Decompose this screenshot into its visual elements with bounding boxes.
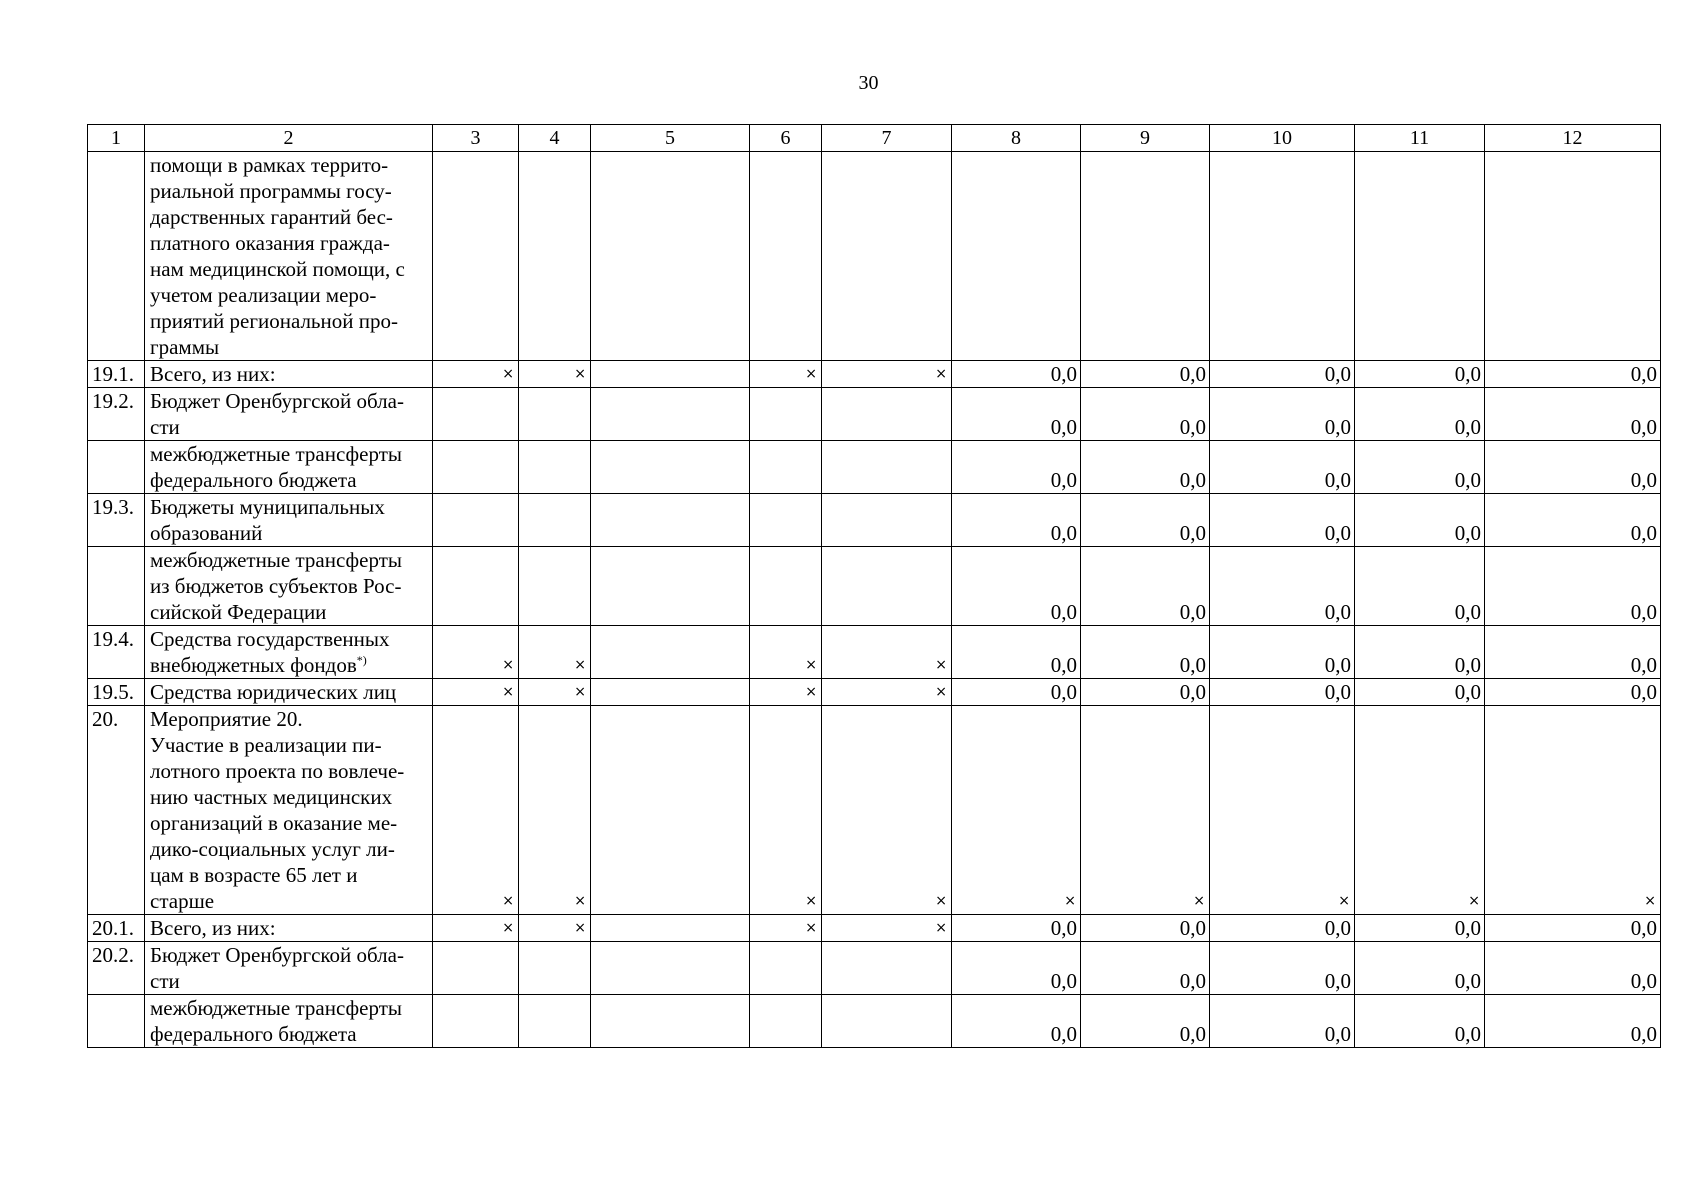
value-cell — [591, 152, 750, 361]
value-cell — [822, 995, 952, 1048]
not-applicable-mark: × — [1355, 706, 1485, 915]
row-description-cell — [145, 361, 433, 388]
row-description-cell — [145, 152, 433, 361]
not-applicable-mark: × — [519, 626, 591, 679]
page-number: 30 — [858, 72, 879, 94]
value-cell: 0,0 — [1355, 995, 1485, 1048]
value-cell: 0,0 — [952, 626, 1081, 679]
column-header: 12 — [1485, 125, 1661, 152]
not-applicable-mark: × — [433, 361, 519, 388]
column-header: 10 — [1210, 125, 1355, 152]
value-cell: 0,0 — [1485, 915, 1661, 942]
table-row — [88, 995, 1661, 1048]
value-cell: 0,0 — [1081, 547, 1210, 626]
value-cell: 0,0 — [1485, 942, 1661, 995]
value-cell — [1355, 152, 1485, 361]
not-applicable-mark: × — [433, 679, 519, 706]
row-description-cell — [145, 441, 433, 494]
not-applicable-mark: × — [519, 915, 591, 942]
value-cell — [750, 152, 822, 361]
column-header: 11 — [1355, 125, 1485, 152]
value-cell — [519, 547, 591, 626]
value-cell: 0,0 — [1210, 915, 1355, 942]
value-cell: 0,0 — [1081, 942, 1210, 995]
row-description-cell — [145, 547, 433, 626]
row-number: 20.1. — [88, 915, 145, 942]
row-description: Бюджет Оренбургской обла- сти — [150, 389, 404, 439]
row-number — [88, 995, 145, 1048]
value-cell: 0,0 — [1081, 679, 1210, 706]
column-header: 6 — [750, 125, 822, 152]
value-cell: 0,0 — [952, 441, 1081, 494]
value-cell: 0,0 — [1210, 942, 1355, 995]
not-applicable-mark: × — [952, 706, 1081, 915]
value-cell: 0,0 — [1355, 494, 1485, 547]
value-cell — [591, 995, 750, 1048]
value-cell: 0,0 — [1355, 441, 1485, 494]
value-cell: 0,0 — [952, 942, 1081, 995]
value-cell: 0,0 — [1210, 679, 1355, 706]
not-applicable-mark: × — [822, 915, 952, 942]
column-header: 2 — [145, 125, 433, 152]
value-cell — [591, 388, 750, 441]
value-cell — [519, 388, 591, 441]
table-row — [88, 626, 1661, 679]
row-description-cell — [145, 626, 433, 679]
value-cell: 0,0 — [952, 494, 1081, 547]
row-description-cell — [145, 706, 433, 915]
table-row — [88, 942, 1661, 995]
row-description-cell — [145, 942, 433, 995]
value-cell — [822, 441, 952, 494]
value-cell: 0,0 — [1081, 361, 1210, 388]
value-cell: 0,0 — [1355, 626, 1485, 679]
row-number — [88, 152, 145, 361]
not-applicable-mark: × — [822, 679, 952, 706]
not-applicable-mark: × — [822, 706, 952, 915]
row-description: Мероприятие 20. Участие в реализации пи- лотного проекта по вовлече- нию частных медицинских организаций в оказание ме- дико-социальных услуг ли- цам в возрасте 65 лет и старше — [150, 707, 405, 913]
table-body — [88, 152, 1661, 1048]
value-cell — [1210, 152, 1355, 361]
row-number: 19.1. — [88, 361, 145, 388]
value-cell — [591, 547, 750, 626]
value-cell — [433, 547, 519, 626]
table-row — [88, 915, 1661, 942]
row-description: Средства юридических лиц — [150, 680, 397, 704]
value-cell: 0,0 — [1081, 441, 1210, 494]
not-applicable-mark: × — [519, 706, 591, 915]
value-cell — [591, 679, 750, 706]
table-row — [88, 441, 1661, 494]
value-cell — [750, 995, 822, 1048]
row-number: 20.2. — [88, 942, 145, 995]
row-description: Бюджет Оренбургской обла- сти — [150, 943, 404, 993]
header-row — [88, 125, 1661, 152]
not-applicable-mark: × — [750, 706, 822, 915]
value-cell — [591, 706, 750, 915]
value-cell: 0,0 — [1485, 679, 1661, 706]
row-description: Бюджеты муниципальных образований — [150, 495, 385, 545]
value-cell — [750, 388, 822, 441]
not-applicable-mark: × — [822, 361, 952, 388]
value-cell — [433, 995, 519, 1048]
not-applicable-mark: × — [750, 679, 822, 706]
value-cell: 0,0 — [1355, 942, 1485, 995]
column-header: 1 — [88, 125, 145, 152]
value-cell — [750, 942, 822, 995]
value-cell — [519, 494, 591, 547]
row-description: Всего, из них: — [150, 916, 276, 940]
row-description-cell — [145, 388, 433, 441]
row-number — [88, 547, 145, 626]
value-cell — [1081, 152, 1210, 361]
value-cell: 0,0 — [1485, 388, 1661, 441]
value-cell: 0,0 — [1210, 388, 1355, 441]
value-cell — [433, 152, 519, 361]
value-cell: 0,0 — [1485, 995, 1661, 1048]
column-header: 8 — [952, 125, 1081, 152]
not-applicable-mark: × — [1485, 706, 1661, 915]
row-number — [88, 441, 145, 494]
value-cell: 0,0 — [952, 915, 1081, 942]
value-cell — [591, 942, 750, 995]
footnote-marker: *) — [356, 653, 367, 667]
value-cell — [750, 494, 822, 547]
row-description: межбюджетные трансферты федерального бюджета — [150, 442, 402, 492]
column-header: 3 — [433, 125, 519, 152]
value-cell: 0,0 — [1210, 494, 1355, 547]
value-cell — [433, 388, 519, 441]
column-header: 7 — [822, 125, 952, 152]
row-description: Всего, из них: — [150, 362, 276, 386]
value-cell — [750, 441, 822, 494]
value-cell — [750, 547, 822, 626]
value-cell — [952, 152, 1081, 361]
value-cell — [822, 494, 952, 547]
value-cell — [591, 441, 750, 494]
value-cell: 0,0 — [1355, 915, 1485, 942]
value-cell: 0,0 — [1210, 626, 1355, 679]
table-row — [88, 361, 1661, 388]
not-applicable-mark: × — [433, 915, 519, 942]
value-cell: 0,0 — [1485, 626, 1661, 679]
value-cell: 0,0 — [1210, 547, 1355, 626]
value-cell — [433, 942, 519, 995]
not-applicable-mark: × — [433, 626, 519, 679]
not-applicable-mark: × — [519, 679, 591, 706]
value-cell: 0,0 — [952, 361, 1081, 388]
row-description: межбюджетные трансферты из бюджетов субъектов Рос- сийской Федерации — [150, 548, 402, 624]
not-applicable-mark: × — [433, 706, 519, 915]
value-cell — [519, 441, 591, 494]
value-cell — [822, 152, 952, 361]
value-cell — [519, 995, 591, 1048]
value-cell: 0,0 — [1081, 388, 1210, 441]
row-description: Средства государственных внебюджетных фондов — [150, 627, 390, 677]
table-row — [88, 152, 1661, 361]
not-applicable-mark: × — [1081, 706, 1210, 915]
column-header: 5 — [591, 125, 750, 152]
value-cell: 0,0 — [1081, 995, 1210, 1048]
row-number: 19.5. — [88, 679, 145, 706]
value-cell: 0,0 — [952, 547, 1081, 626]
row-number: 20. — [88, 706, 145, 915]
value-cell: 0,0 — [1485, 361, 1661, 388]
value-cell — [822, 942, 952, 995]
row-number: 19.2. — [88, 388, 145, 441]
row-description-cell — [145, 995, 433, 1048]
value-cell: 0,0 — [1355, 388, 1485, 441]
value-cell: 0,0 — [1485, 547, 1661, 626]
value-cell: 0,0 — [1355, 679, 1485, 706]
value-cell: 0,0 — [952, 679, 1081, 706]
table-row — [88, 679, 1661, 706]
row-description: межбюджетные трансферты федерального бюджета — [150, 996, 402, 1046]
value-cell — [591, 626, 750, 679]
table-row — [88, 494, 1661, 547]
value-cell: 0,0 — [1081, 626, 1210, 679]
not-applicable-mark: × — [1210, 706, 1355, 915]
value-cell: 0,0 — [1210, 995, 1355, 1048]
value-cell — [1485, 152, 1661, 361]
column-header: 4 — [519, 125, 591, 152]
table-row — [88, 706, 1661, 915]
value-cell — [519, 942, 591, 995]
row-description: помощи в рамках террито- риальной программы госу- дарственных гарантий бес- платного оказания гражда- нам медицинской помощи, с учетом реализации меро- приятий региональной про- граммы — [150, 153, 405, 359]
not-applicable-mark: × — [750, 626, 822, 679]
value-cell: 0,0 — [952, 388, 1081, 441]
value-cell — [822, 388, 952, 441]
value-cell: 0,0 — [1210, 441, 1355, 494]
column-header: 9 — [1081, 125, 1210, 152]
value-cell — [519, 152, 591, 361]
row-number: 19.3. — [88, 494, 145, 547]
not-applicable-mark: × — [750, 915, 822, 942]
not-applicable-mark: × — [519, 361, 591, 388]
value-cell: 0,0 — [1081, 494, 1210, 547]
table-row — [88, 388, 1661, 441]
value-cell: 0,0 — [1355, 361, 1485, 388]
table-row — [88, 547, 1661, 626]
value-cell: 0,0 — [1081, 915, 1210, 942]
row-description-cell — [145, 679, 433, 706]
row-description-cell — [145, 494, 433, 547]
value-cell — [433, 441, 519, 494]
row-description-cell — [145, 915, 433, 942]
budget-table — [87, 124, 1661, 1048]
value-cell — [591, 915, 750, 942]
value-cell: 0,0 — [1485, 441, 1661, 494]
value-cell — [822, 547, 952, 626]
value-cell — [433, 494, 519, 547]
not-applicable-mark: × — [822, 626, 952, 679]
value-cell — [591, 361, 750, 388]
row-number: 19.4. — [88, 626, 145, 679]
value-cell — [591, 494, 750, 547]
value-cell: 0,0 — [952, 995, 1081, 1048]
value-cell: 0,0 — [1355, 547, 1485, 626]
value-cell: 0,0 — [1210, 361, 1355, 388]
not-applicable-mark: × — [750, 361, 822, 388]
value-cell: 0,0 — [1485, 494, 1661, 547]
